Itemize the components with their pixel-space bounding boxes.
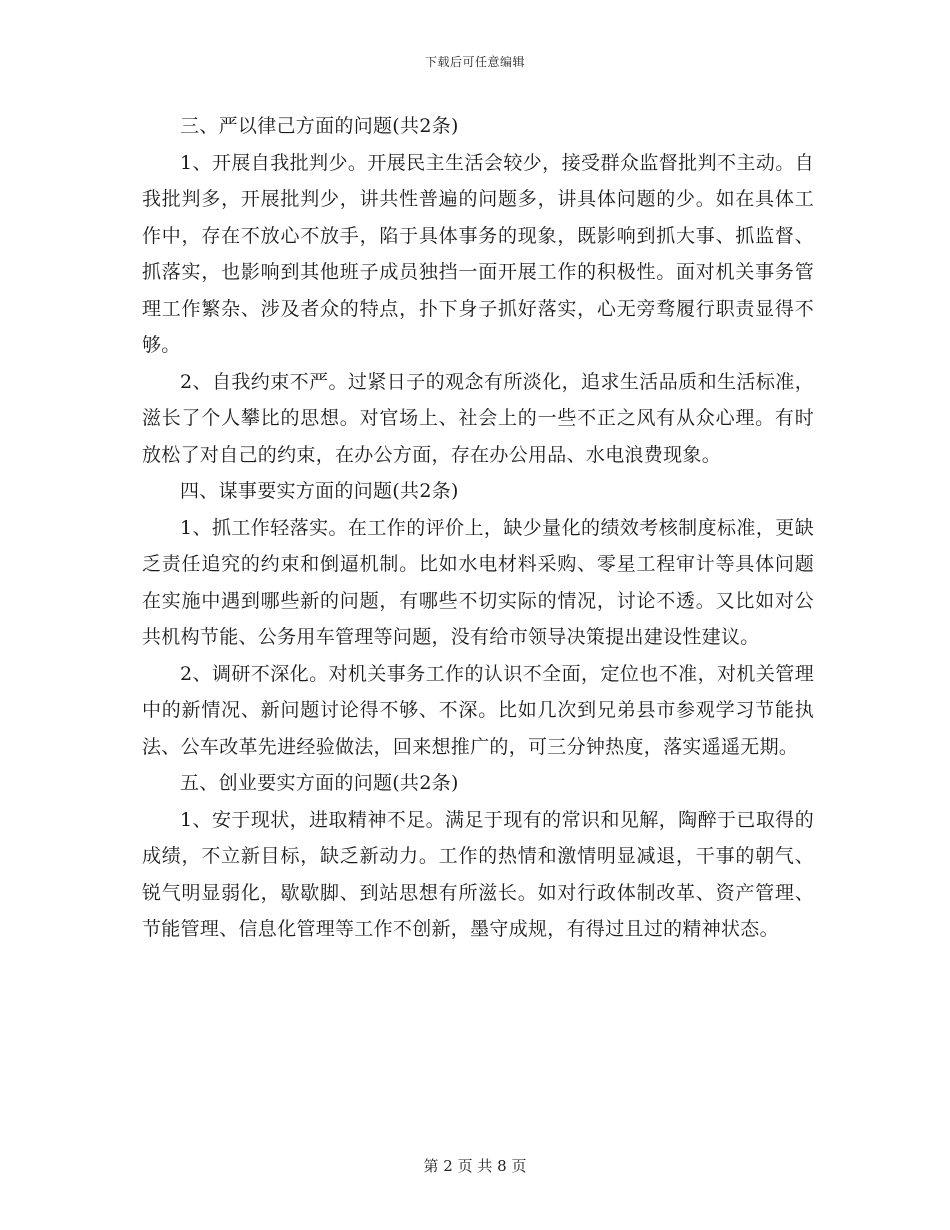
paragraph: 1、抓工作轻落实。在工作的评价上，缺少量化的绩效考核制度标准，更缺乏责任追究的约束和倒逼机制。比如水电材料采购、零星工程审计等具体问题在实施中遇到哪些新的问题，有哪些不切实际的情况，讨论不透。又比如对公共机构节能、公务用车管理等问题，没有给市领导决策提出建设性建议。 <box>142 516 814 648</box>
page-header-note: 下载后可任意编辑 <box>424 55 525 69</box>
section-heading-4: 四、谋事要实方面的问题(共2条) <box>180 480 459 502</box>
paragraph: 1、开展自我批判少。开展民主生活会较少，接受群众监督批判不主动。自我批判多，开展批判少，讲共性普遍的问题多，讲具体问题的少。如在具体工作中，存在不放心不放手，陷于具体事务的现象，既影响到抓大事、抓监督、抓落实，也影响到其他班子成员独挡一面开展工作的积极性。面对机关事务管理工作繁杂、涉及者众的特点，扑下身子抓好落实，心无旁骛履行职责显得不够。 <box>142 151 814 356</box>
section-heading-3: 三、严以律己方面的问题(共2条) <box>180 115 459 137</box>
document-body <box>142 108 814 948</box>
section-heading-5: 五、创业要实方面的问题(共2条) <box>180 772 459 794</box>
paragraph: 1、安于现状，进取精神不足。满足于现有的常识和见解，陶醉于已取得的成绩，不立新目标，缺乏新动力。工作的热情和激情明显减退，干事的朝气、锐气明显弱化，歇歇脚、到站思想有所滋长。如对行政体制改革、资产管理、节能管理、信息化管理等工作不创新，墨守成规，有得过且过的精神状态。 <box>142 808 814 940</box>
page-number-footer: 第 2 页 共 8 页 <box>423 1157 527 1175</box>
paragraph: 2、自我约束不严。过紧日子的观念有所淡化，追求生活品质和生活标准，滋长了个人攀比的思想。对官场上、社会上的一些不正之风有从众心理。有时放松了对自己的约束，在办公方面，存在办公用品、水电浪费现象。 <box>142 370 814 466</box>
paragraph: 2、调研不深化。对机关事务工作的认识不全面，定位也不准，对机关管理中的新情况、新问题讨论得不够、不深。比如几次到兄弟县市参观学习节能执法、公车改革先进经验做法，回来想推广的，可三分钟热度，落实遥遥无期。 <box>142 662 814 758</box>
